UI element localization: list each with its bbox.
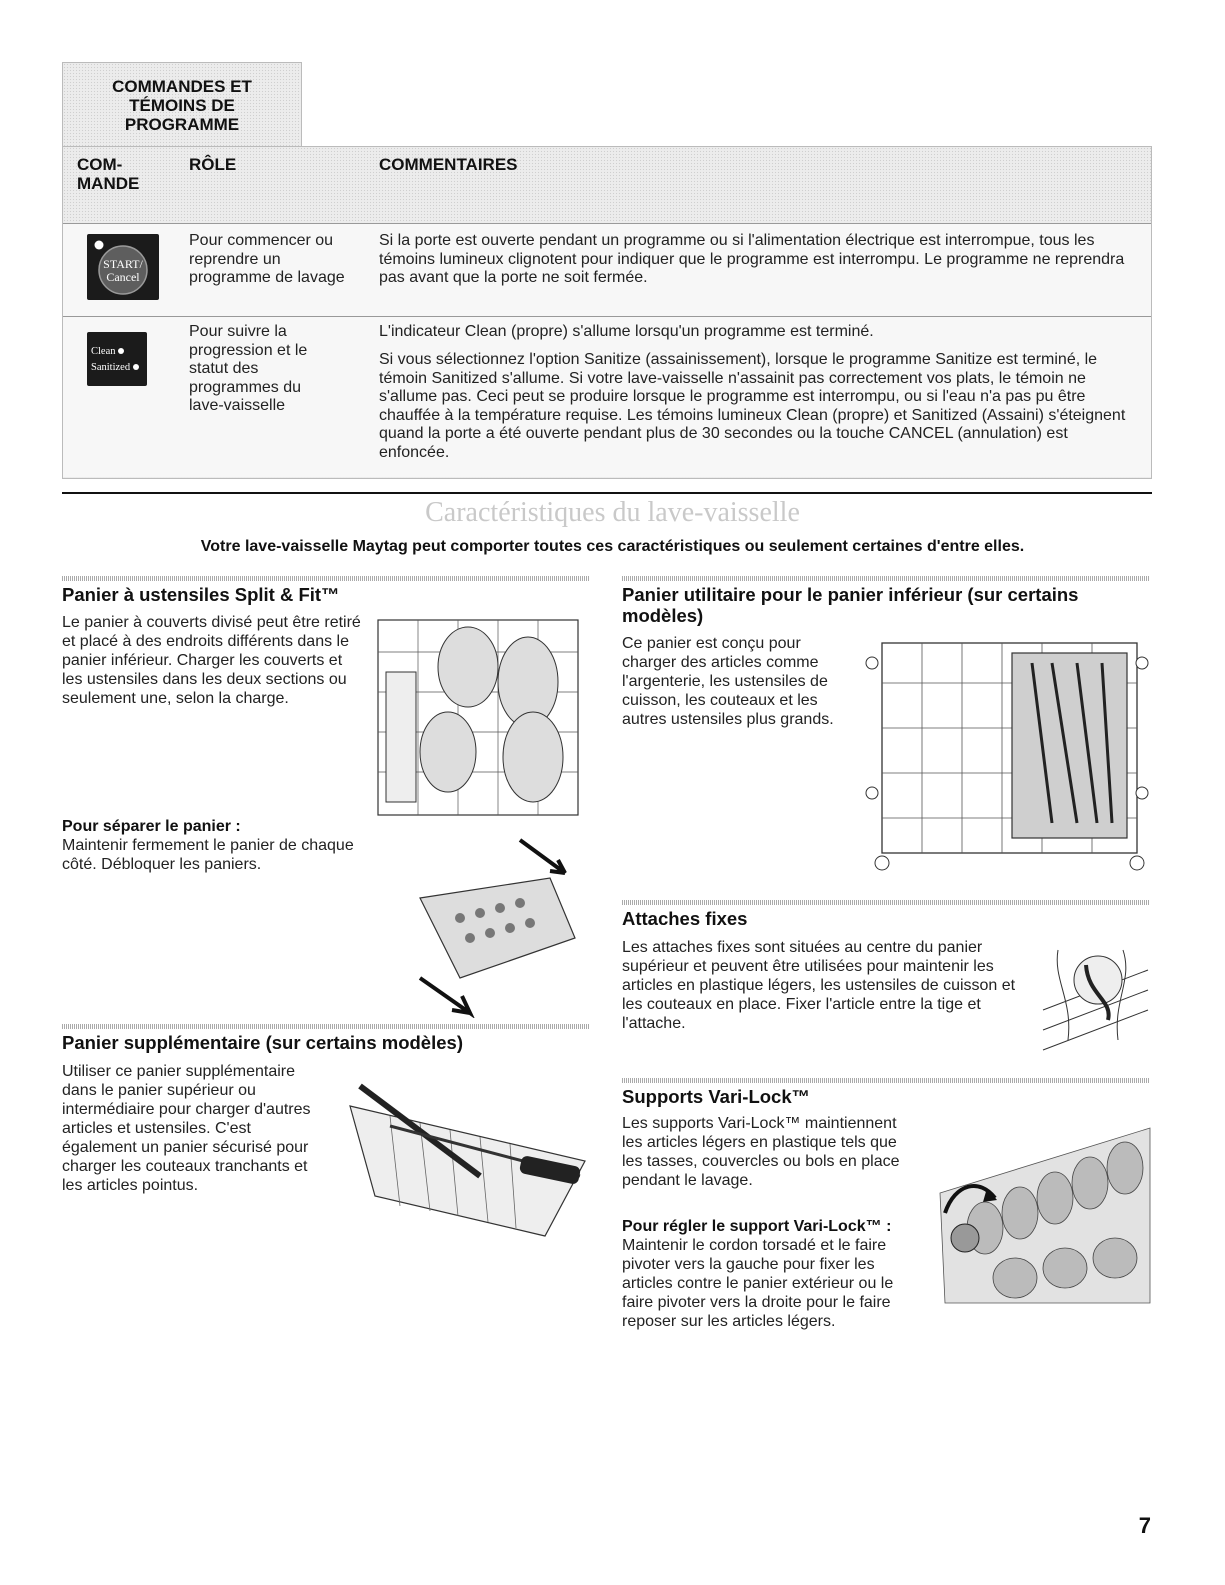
utility-basket-illustration	[862, 633, 1152, 878]
badge-cancel-label: Cancel	[106, 270, 140, 284]
column-rule	[622, 900, 1150, 905]
header-comments: COMMENTAIRES	[379, 155, 518, 174]
comments-cell: Si la porte est ouverte pendant un programme ou si l'alimentation électrique est interrompue, tous les témoins lumineux clignotent pour indiquer que le programme est interrompu. Le programme ne reprendra pas avant que la porte ne soit fermée.	[379, 232, 1125, 286]
clips-illustration	[1038, 940, 1150, 1070]
table-row	[63, 317, 1151, 477]
comments-cell-1: L'indicateur Clean (propre) s'allume lorsqu'un programme est terminé.	[379, 323, 874, 340]
page-number: 7	[1138, 1513, 1151, 1538]
badge-sanitized-label: Sanitized	[91, 362, 131, 373]
varilock-subbody: Maintenir le cordon torsadé et le faire pivoter vers la gauche pour fixer les articles contre le panier extérieur ou le faire pivoter vers la droite pour le faire reposer sur les articles légers.	[622, 1237, 894, 1330]
table-tab	[62, 62, 302, 147]
section-rule	[62, 492, 1152, 494]
header-command: COM- MANDE	[77, 155, 140, 193]
extra-basket-illustration	[330, 1066, 595, 1241]
varilock-subtitle: Pour régler le support Vari-Lock™ :	[622, 1218, 892, 1235]
clips-body: Les attaches fixes sont situées au centre du panier supérieur et peuvent être utilisées pour maintenir les articles en plastique légers, les ustensiles de cuisson et les couteaux en place. Fixer l'article entre la tige et l'attache.	[622, 939, 1016, 1032]
clean-sanitized-badge	[87, 332, 147, 386]
extra-basket-title: Panier supplémentaire (sur certains modèles)	[62, 1032, 463, 1053]
start-cancel-badge	[87, 234, 159, 300]
split-fit-title: Panier à ustensiles Split & Fit™	[62, 584, 340, 605]
extra-basket-body: Utiliser ce panier supplémentaire dans le panier supérieur ou intermédiaire pour charger d'autres articles et ustensiles. C'est également un panier sécurisé pour charger les couteaux tranchants et les articles pointus.	[62, 1063, 311, 1194]
column-rule	[622, 1078, 1150, 1083]
separate-basket-illustration	[400, 838, 590, 1018]
controls-table	[62, 146, 1152, 479]
utility-basket-body: Ce panier est conçu pour charger des articles comme l'argenterie, les ustensiles de cuisson, les couteaux et les autres ustensiles plus grands.	[622, 635, 834, 728]
table-row	[63, 224, 1151, 316]
role-cell: Pour suivre la progression et le statut des programmes du lave-vaisselle	[189, 323, 308, 414]
badge-start-label: START/	[103, 257, 143, 271]
split-basket-illustration	[368, 612, 588, 822]
utility-basket-title: Panier utilitaire pour le panier inférieur (sur certains modèles)	[622, 584, 1079, 626]
column-rule	[622, 576, 1150, 581]
varilock-illustration	[925, 1118, 1153, 1308]
split-fit-body: Le panier à couverts divisé peut être retiré et placé à des endroits différents dans le panier inférieur. Charger les couverts et les ustensiles dans les deux sections ou seulement une, selon la charge.	[62, 614, 361, 707]
badge-clean-label: Clean	[91, 346, 116, 357]
header-role: RÔLE	[189, 155, 237, 174]
comments-cell-2: Si vous sélectionnez l'option Sanitize (assainissement), lorsque le programme Sanitize est terminé, le témoin Sanitized s'allume. Si votre lave-vaisselle n'assainit pas correctement vos plats, le témoin ne s'allume pas. Ceci peut se produire lorsque le programme est interrompu, ou si l'eau n'a pas pu être chauffée à la température requise. Les témoins lumineux Clean (propre) et Sanitized (Assaini) s'éteignent quand la porte a été ouverte pendant plus de 30 secondes ou la touche CANCEL (annulation) est enfoncée.	[379, 351, 1126, 461]
table-title: COMMANDES ET TÉMOINS DE PROGRAMME	[112, 76, 252, 134]
column-rule	[62, 576, 590, 581]
varilock-title: Supports Vari-Lock™	[622, 1086, 811, 1107]
clips-title: Attaches fixes	[622, 908, 748, 929]
section-title: Caractéristiques du lave-vaisselle	[425, 497, 800, 528]
split-fit-subbody: Maintenir fermement le panier de chaque côté. Débloquer les paniers.	[62, 837, 354, 873]
section-intro: Votre lave-vaisselle Maytag peut comporter toutes ces caractéristiques ou seulement certaines d'entre elles.	[200, 538, 1025, 555]
varilock-body: Les supports Vari-Lock™ maintiennent les articles légers en plastique tels que les tasses, couvercles ou bols en place pendant le lavage.	[622, 1115, 900, 1189]
column-rule	[62, 1024, 590, 1029]
role-cell: Pour commencer ou reprendre un programme de lavage	[189, 232, 345, 286]
split-fit-subtitle: Pour séparer le panier :	[62, 818, 241, 835]
